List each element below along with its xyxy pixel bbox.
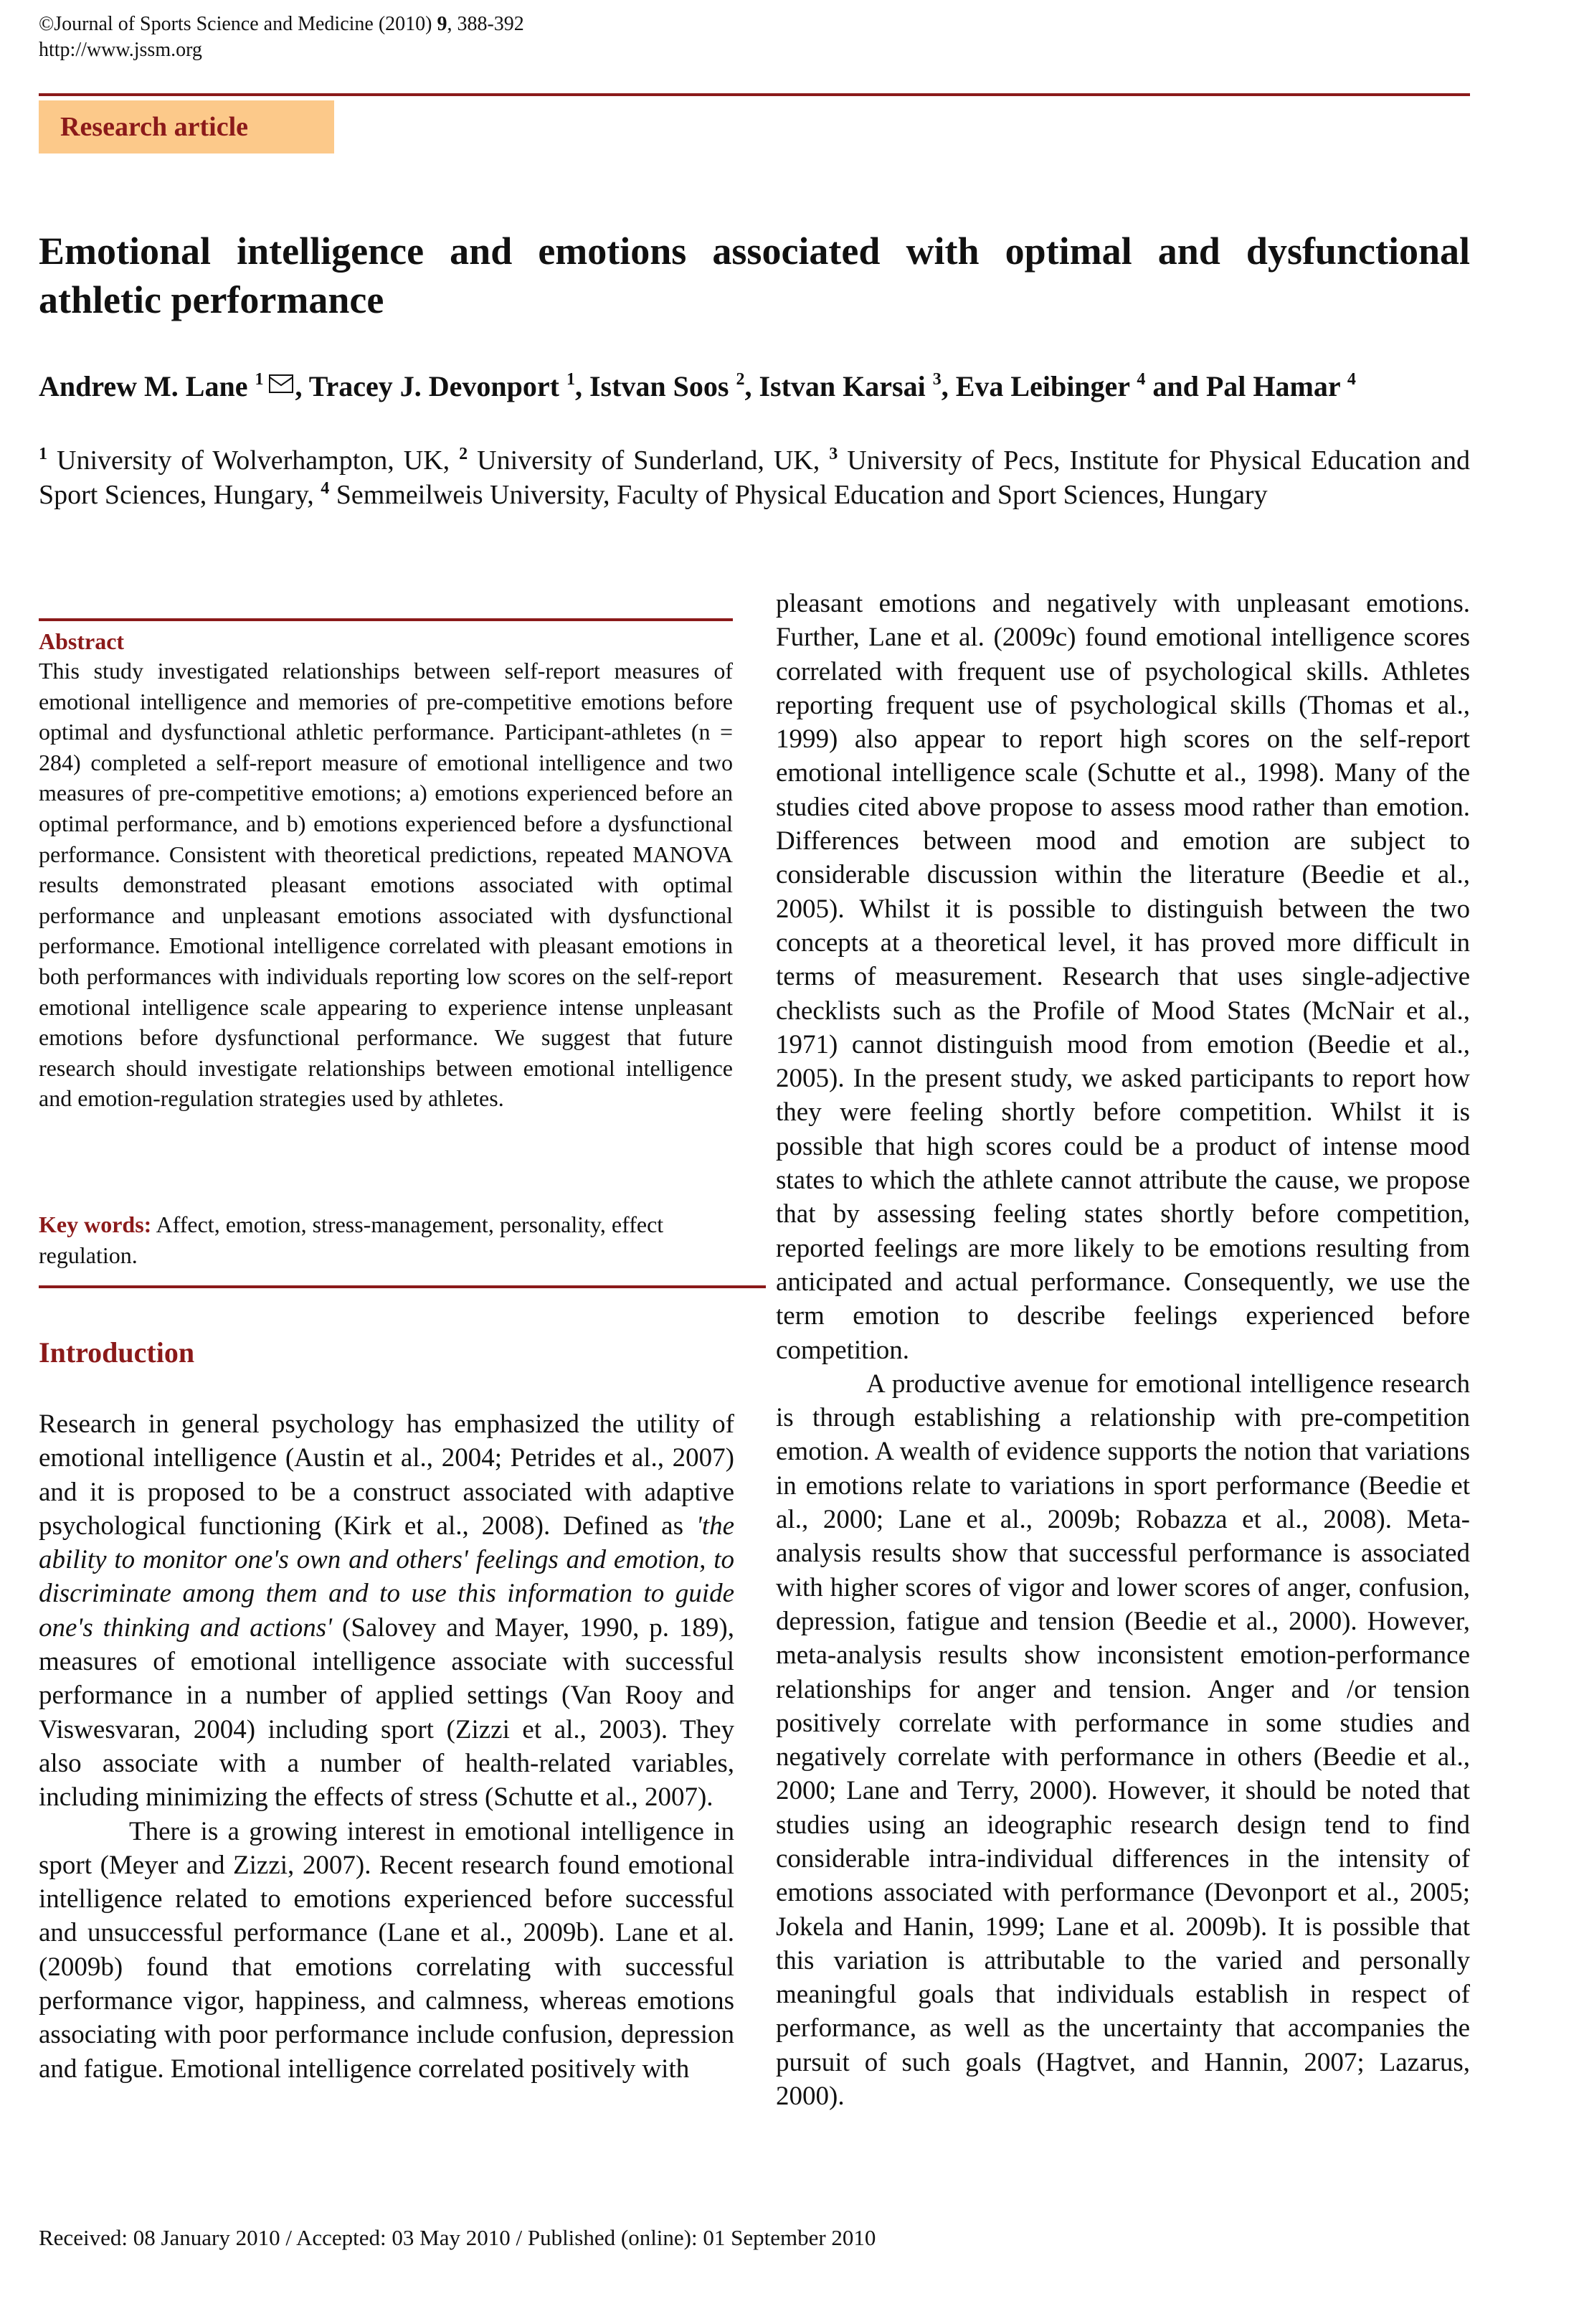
abstract-bottom-rule xyxy=(39,1285,766,1288)
right-column-body xyxy=(776,587,1470,2113)
article-type-label: Research article xyxy=(60,112,249,142)
paragraph-text: (Salovey and Mayer, 1990, p. 189), measures of emotional intelligence associate with successful performance in a number of applied settings (Van Rooy and Viswesvaran, 2004) including sport (Zizzi et al., 2003). They also associate with a number of health-related variables, including minimizing the effects of stress (Schutte et al., 2007). xyxy=(39,1612,734,1813)
author-separator: , xyxy=(941,370,956,402)
affiliation-number: 3 xyxy=(829,445,838,463)
author-name: Istvan Karsai xyxy=(759,370,926,402)
affiliations xyxy=(39,443,1470,512)
definition-quote: 'the ability to monitor one's own and others' feelings and emotion, to discriminate among them and to use this information to guide one's thinking and actions' xyxy=(39,1511,734,1643)
affiliation-text: University of Sunderland, UK, xyxy=(477,445,820,476)
affiliation-text: University of Wolverhampton, UK, xyxy=(57,445,450,476)
affiliation-text: University of Pecs, Institute for Physical Education and Sport Sciences, Hungary, xyxy=(39,445,1470,510)
author-name: Tracey J. Devonport xyxy=(308,370,559,402)
abstract-heading: Abstract xyxy=(39,628,125,654)
author-name: Eva Leibinger xyxy=(955,370,1130,402)
journal-citation-prefix: ©Journal of Sports Science and Medicine (2010) xyxy=(39,13,437,35)
left-column-body xyxy=(39,1407,734,2086)
paragraph xyxy=(39,1407,734,1815)
keywords xyxy=(39,1209,733,1270)
author-affiliation-number: 1 xyxy=(566,370,575,389)
header-divider xyxy=(39,93,1470,96)
author-name: Istvan Soos xyxy=(589,370,729,402)
author-separator: and xyxy=(1145,370,1206,402)
author-name: Andrew M. Lane xyxy=(39,370,248,402)
abstract-text: This study investigated relationships between self-report measures of emotional intelligence and memories of pre-competitive emotions before optimal and dysfunctional athletic performance. Participant-athletes (n = 284) completed a self-report measure of emotional intelligence and two measures of pre-competitive emotions; a) emotions experienced before an optimal performance, and b) emotions experienced before a dysfunctional performance. Consistent with theoretical predictions, repeated MANOVA results demonstrated pleasant emotions associated with optimal performance and unpleasant emotions associated with dysfunctional performance. Emotional intelligence correlated with pleasant emotions in both performances with individuals reporting low scores on the self-report emotional intelligence scale appearing to experience intense unpleasant emotions before dysfunctional performance. We suggest that future research should investigate relationships between emotional intelligence and emotion-regulation strategies used by athletes. xyxy=(39,658,733,1112)
section-heading-introduction: Introduction xyxy=(39,1336,195,1369)
author-separator: , xyxy=(295,370,309,402)
publication-dates: Received: 08 January 2010 / Accepted: 03 May 2010 / Published (online): 01 September 2010 xyxy=(39,2225,876,2250)
journal-volume: 9 xyxy=(437,13,447,35)
affiliation-text: Semmeilweis University, Faculty of Physical Education and Sport Sciences, Hungary xyxy=(336,480,1268,510)
affiliation-number: 2 xyxy=(459,445,468,463)
author-affiliation-number: 4 xyxy=(1137,370,1146,389)
keywords-label: Key words: xyxy=(39,1211,152,1237)
paragraph: There is a growing interest in emotional intelligence in sport (Meyer and Zizzi, 2007). Recent research found emotional intelligence related to emotions experienced before successful and unsuccessful performance (Lane et al., 2009b). Lane et al. (2009b) found that emotions correlating with successful performance vigor, happiness, and calmness, whereas emotions associating with poor performance include confusion, depression and fatigue. Emotional intelligence correlated positively with xyxy=(39,1816,734,2084)
author-affiliation-number: 3 xyxy=(932,370,942,389)
author-affiliation-number: 4 xyxy=(1347,370,1356,389)
paragraph: pleasant emotions and negatively with unpleasant emotions. Further, Lane et al. (2009c) found emotional intelligence scores correlated with frequent use of psychological skills. Athletes reporting frequent use of psychological skills (Thomas et al., 1999) also appear to report high scores on the self-report emotional intelligence scale (Schutte et al., 1998). Many of the studies cited above propose to assess mood rather than emotion. Differences between mood and emotion are subject to considerable discussion within the literature (Beedie et al., 2005). Whilst it is possible to distinguish between the two concepts at a theoretical level, it has proved more difficult in terms of measurement. Research that uses single-adjective checklists such as the Profile of Mood States (McNair et al., 1971) cannot distinguish mood from emotion (Beedie et al., 2005). In the present study, we asked participants to report how they were feeling shortly before competition. Whilst it is possible that high scores could be a product of intense mood states to which the athlete cannot attribute the cause, we propose that by assessing feeling states shortly before competition, reported feelings are more likely to be emotions resulting from anticipated and actual performance. Consequently, we use the term emotion to describe feelings experienced before competition. xyxy=(776,589,1470,1365)
author-affiliation-number: 1 xyxy=(255,370,264,389)
journal-url[interactable]: http://www.jssm.org xyxy=(39,39,202,61)
abstract-top-rule xyxy=(39,618,733,621)
paragraph-text: Research in general psychology has emphasized the utility of emotional intelligence (Austin et al., 2004; Petrides et al., 2007) and it is proposed to be a construct associated with adaptive psychological functioning (Kirk et al., 2008). Defined as xyxy=(39,1409,734,1541)
affiliation-number: 1 xyxy=(39,445,47,463)
author-list xyxy=(39,367,1470,406)
affiliation-number: 4 xyxy=(321,479,330,498)
author-separator: , xyxy=(744,370,759,402)
envelope-icon[interactable] xyxy=(269,374,293,393)
author-name: Pal Hamar xyxy=(1205,370,1340,402)
article-title: Emotional intelligence and emotions associated with optimal and dysfunctional athletic performance xyxy=(39,230,1470,321)
journal-pages: , 388-392 xyxy=(447,13,524,35)
paragraph: A productive avenue for emotional intelligence research is through establishing a relationship with pre-competition emotion. A wealth of evidence supports the notion that variations in emotions relate to variations in sport performance (Beedie et al., 2000; Lane et al., 2009b; Robazza et al., 2008). Meta-analysis results show that successful performance is associated with higher scores of vigor and lower scores of anger, confusion, depression, fatigue and tension (Beedie et al., 2000). However, meta-analysis results show inconsistent emotion-performance relationships for anger and tension. Anger and /or tension positively correlate with performance in some studies and negatively correlate with performance in others (Beedie et al., 2000; Lane and Terry, 2000). However, it should be noted that studies using an ideographic research design tend to find considerable intra-individual differences in the intensity of emotions associated with performance (Devonport et al., 2005; Jokela and Hanin, 1999; Lane et al. 2009b). It is possible that this variation is attributable to the varied and personally meaningful goals that individuals establish in respect of performance, as well as the uncertainty that accompanies the pursuit of such goals (Hagtvet, and Hannin, 2007; Lazarus, 2000). xyxy=(776,1369,1470,2112)
keywords-text: Affect, emotion, stress-management, personality, effect regulation. xyxy=(39,1211,664,1268)
journal-header xyxy=(39,11,524,63)
author-affiliation-number: 2 xyxy=(736,370,745,389)
author-separator: , xyxy=(574,370,589,402)
